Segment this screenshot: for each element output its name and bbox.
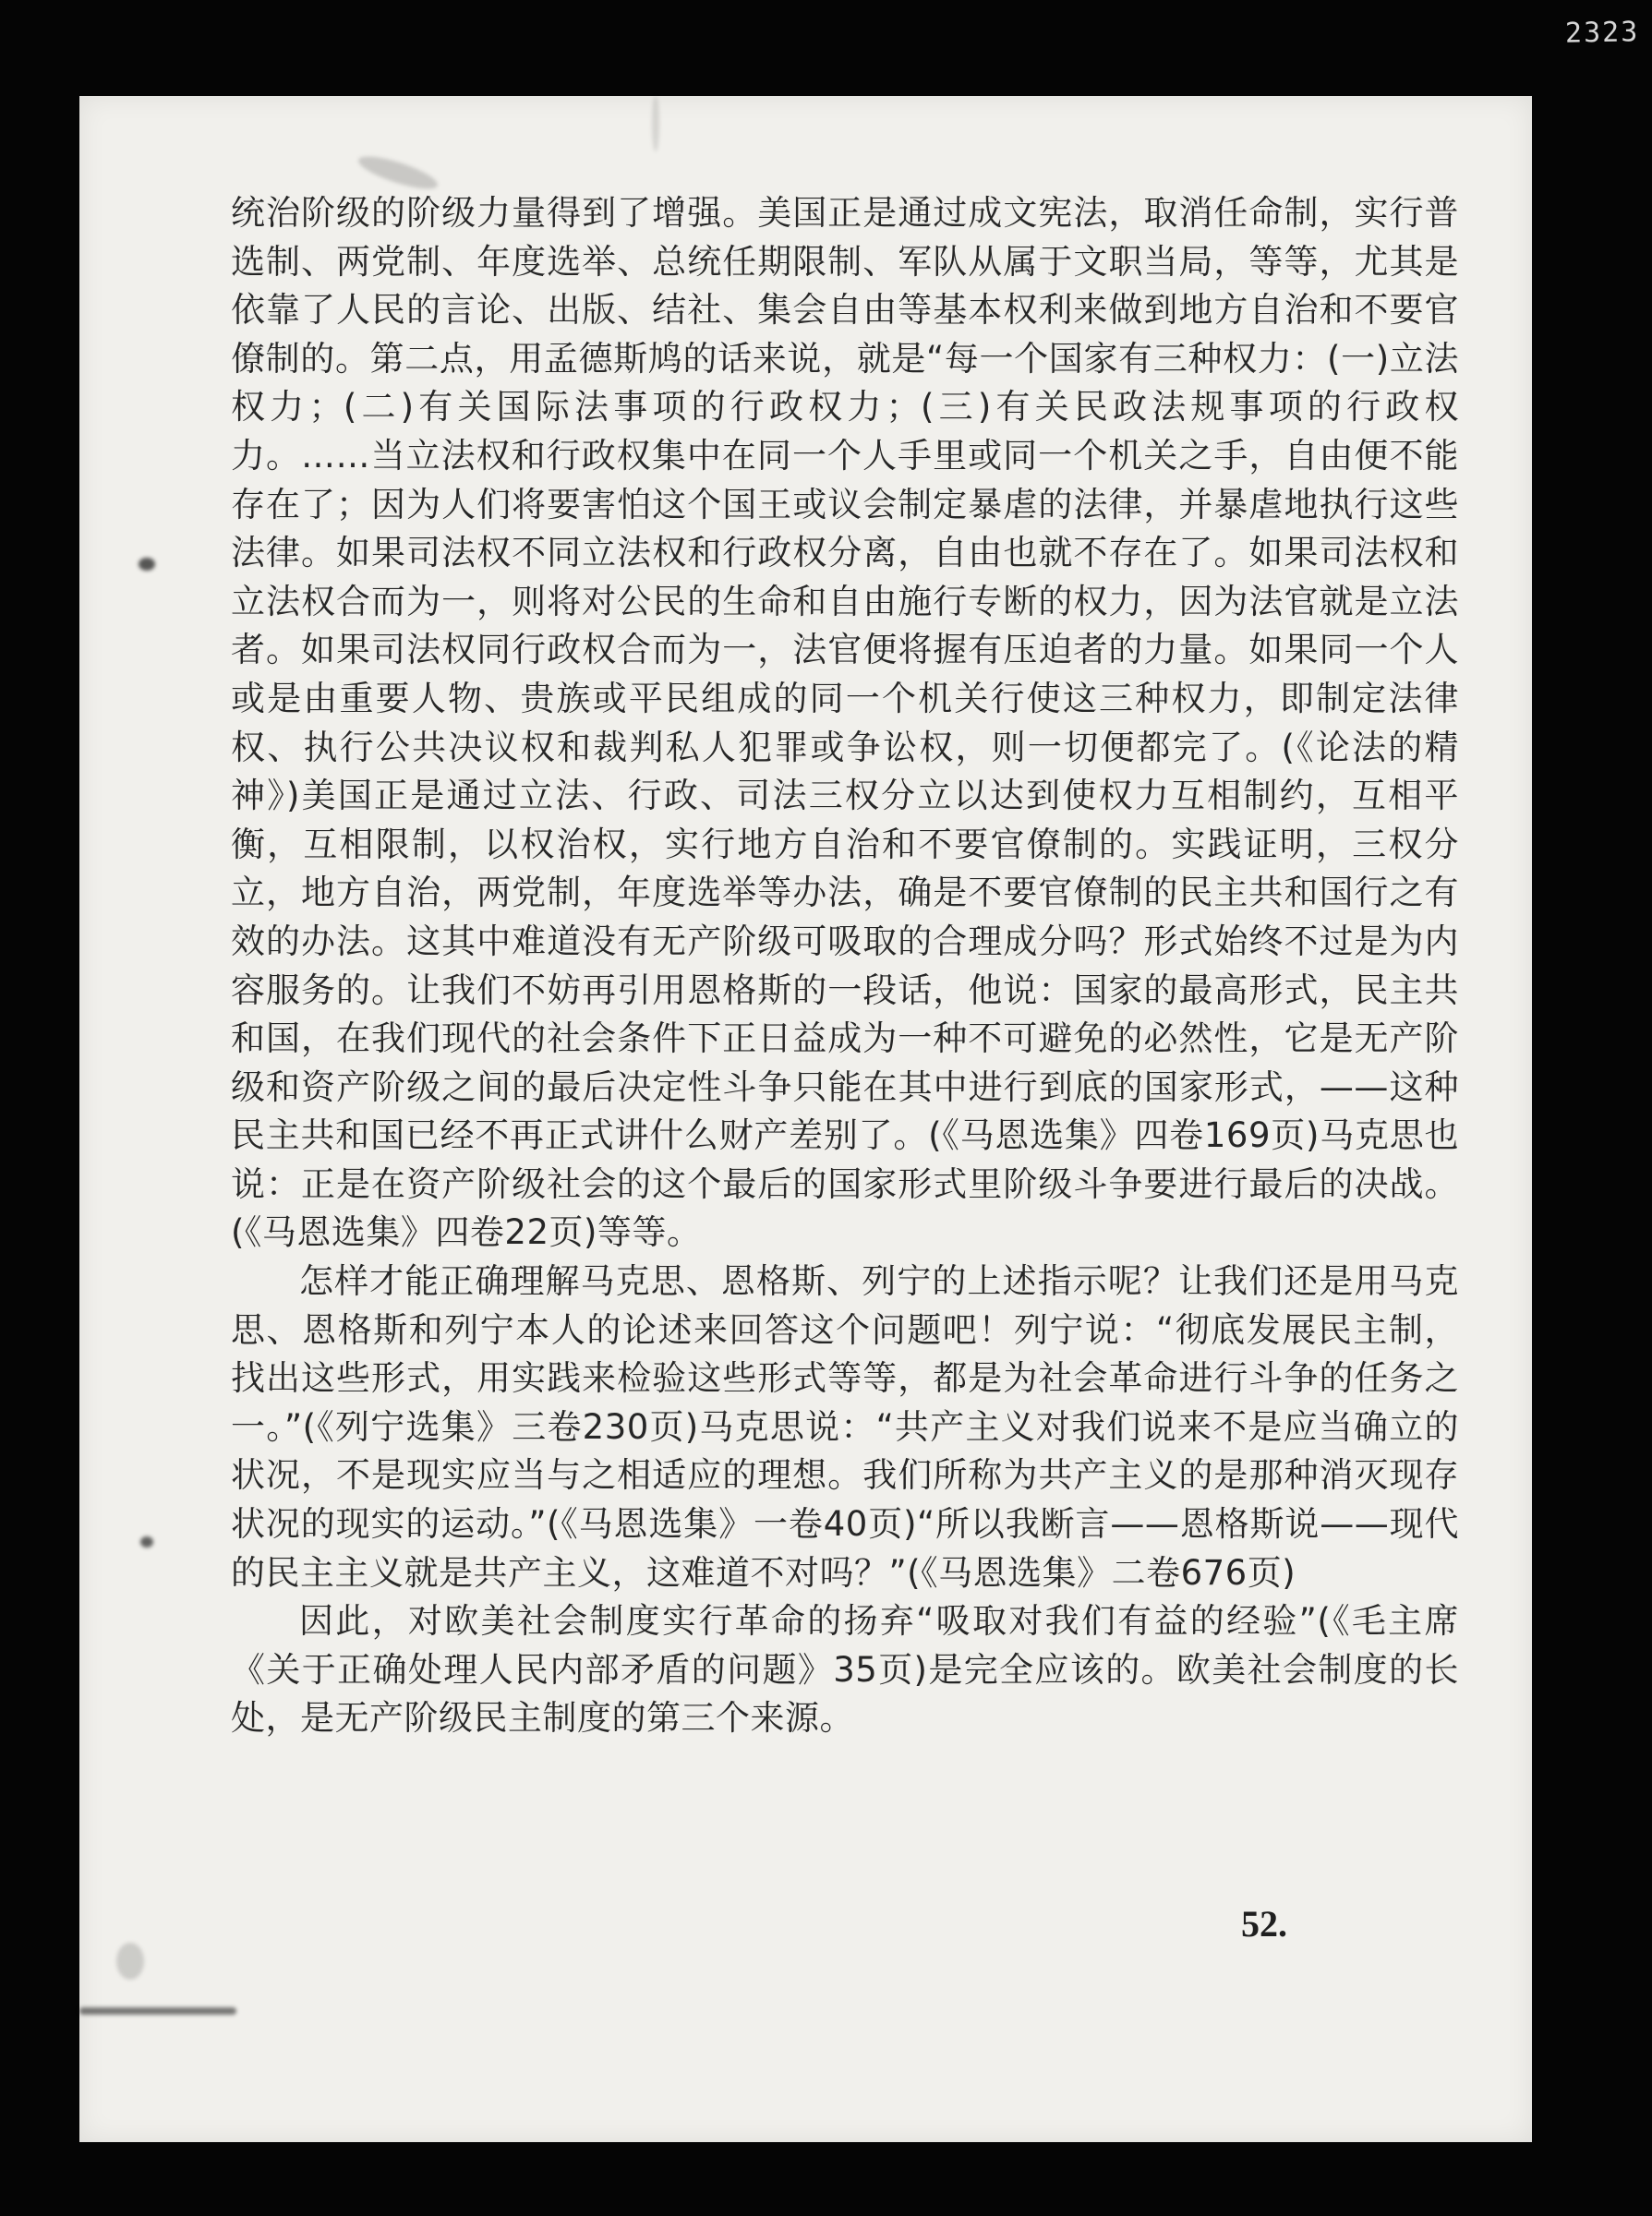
ink-smudge	[116, 1943, 144, 1980]
ink-blot	[139, 558, 155, 571]
archive-stamp-number: 2323	[1564, 16, 1640, 50]
handwritten-text-body	[231, 189, 1459, 1743]
pen-stroke	[79, 2007, 236, 2015]
page-number: 52.	[1241, 1903, 1287, 1945]
ink-smudge	[652, 96, 659, 151]
ink-blot	[140, 1536, 153, 1548]
paragraph-continued: 统治阶级的阶级力量得到了增强。美国正是通过成文宪法，取消任命制，实行普选制、两党制、年度选举、总统任期限制、军队从属于文职当局，等等，尤其是依靠了人民的言论、出版、结社、集会自由等基本权利来做到地方自治和不要官僚制的。第二点，用孟德斯鸠的话来说，就是“每一个国家有三种权力：(一)立法权力；(二)有关国际法事项的行政权力；(三)有关民政法规事项的行政权力。……当立法权和行政权集中在同一个人手里或同一个机关之手，自由便不能存在了；因为人们将要害怕这个国王或议会制定暴虐的法律，并暴虐地执行这些法律。如果司法权不同立法权和行政权分离，自由也就不存在了。如果司法权和立法权合而为一，则将对公民的生命和自由施行专断的权力，因为法官就是立法者。如果司法权同行政权合而为一，法官便将握有压迫者的力量。如果同一个人或是由重要人物、贵族或平民组成的同一个机关行使这三种权力，即制定法律权、执行公共决议权和裁判私人犯罪或争讼权，则一切便都完了。(《论法的精神》)美国正是通过立法、行政、司法三权分立以达到使权力互相制约，互相平衡，互相限制，以权治权，实行地方自治和不要官僚制的。实践证明，三权分立，地方自治，两党制，年度选举等办法，确是不要官僚制的民主共和国行之有效的办法。这其中难道没有无产阶级可吸取的合理成分吗？形式始终不过是为内容服务的。让我们不妨再引用恩格斯的一段话，他说：国家的最高形式，民主共和国，在我们现代的社会条件下正日益成为一种不可避免的必然性，它是无产阶级和资产阶级之间的最后决定性斗争只能在其中进行到底的国家形式，——这种民主共和国已经不再正式讲什么财产差别了。(《马恩选集》四卷169页)马克思也说：正是在资产阶级社会的这个最后的国家形式里阶级斗争要进行最后的决战。(《马恩选集》四卷22页)等等。	[231, 193, 1459, 1253]
paragraph: 因此，对欧美社会制度实行革命的扬弃“吸取对我们有益的经验”(《毛主席《关于正确处理人民内部矛盾的问题》35页)是完全应该的。欧美社会制度的长处，是无产阶级民主制度的第三个来源。	[231, 1601, 1459, 1739]
paragraph: 怎样才能正确理解马克思、恩格斯、列宁的上述指示呢？让我们还是用马克思、恩格斯和列宁本人的论述来回答这个问题吧！列宁说：“彻底发展民主制，找出这些形式，用实践来检验这些形式等等，都是为社会革命进行斗争的任务之一。”(《列宁选集》三卷230页)马克思说：“共产主义对我们说来不是应当确立的状况，不是现实应当与之相适应的理想。我们所称为共产主义的是那种消灭现存状况的现实的运动。”(《马恩选集》一卷40页)“所以我断言——恩格斯说——现代的民主主义就是共产主义，这难道不对吗？”(《马恩选集》二卷676页)	[231, 1261, 1459, 1593]
